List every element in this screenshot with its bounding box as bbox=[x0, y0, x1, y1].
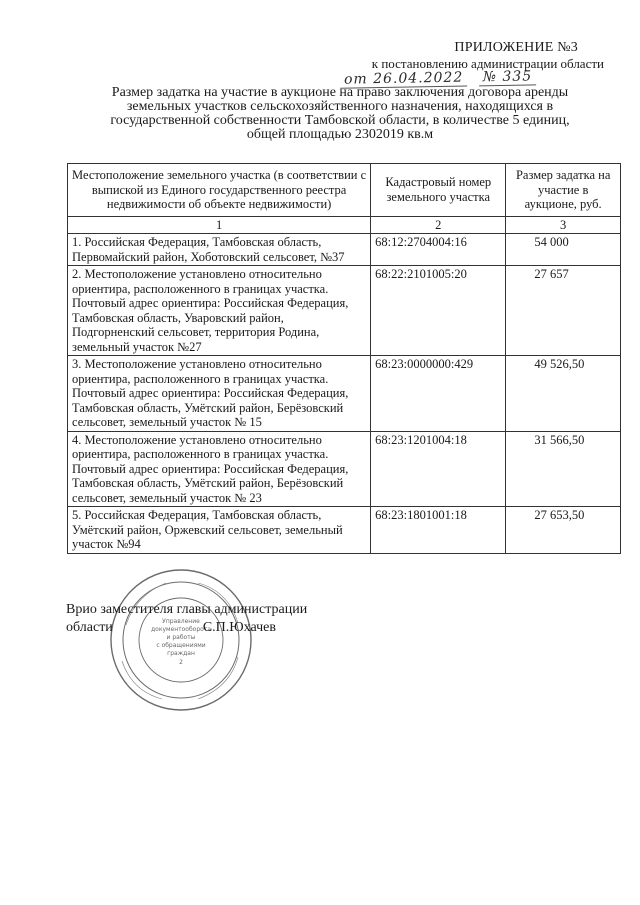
cadastral-cell: 68:23:0000000:429 bbox=[371, 356, 506, 432]
column-number: 1 bbox=[68, 216, 371, 234]
deposit-cell: 54 000 bbox=[506, 234, 621, 266]
cadastral-cell: 68:12:2704004:16 bbox=[371, 234, 506, 266]
cadastral-cell: 68:22:2101005:20 bbox=[371, 266, 506, 356]
stamp-line: документооборота bbox=[151, 626, 211, 633]
stamp-number: 2 bbox=[179, 659, 183, 666]
appendix-label: ПРИЛОЖЕНИЕ №3 bbox=[454, 40, 578, 55]
cadastral-cell: 68:23:1201004:18 bbox=[371, 431, 506, 507]
title-line: общей площадью 2302019 кв.м bbox=[246, 127, 434, 142]
table-header-row bbox=[68, 164, 621, 217]
table-row bbox=[68, 431, 621, 507]
title-line: Размер задатка на участие в аукционе на право заключения договора аренды bbox=[111, 85, 569, 100]
stamp-line: и работы bbox=[166, 634, 196, 641]
document-title bbox=[80, 86, 600, 142]
header-cadastral: Кадастровый номер земельного участка bbox=[371, 164, 506, 217]
signature-title-cont: области bbox=[66, 620, 113, 635]
deposit-cell: 31 566,50 bbox=[506, 431, 621, 507]
location-cell: 3. Местоположение установлено относительно ориентира, расположенного в границах участка. Почтовый адрес ориентира: Российская Федерация, Тамбовская область, Умётский район, Берёзовский сельсовет, земельный участок № 15 bbox=[68, 356, 371, 432]
table-row bbox=[68, 266, 621, 356]
signatory-name: С.П.Юхачев bbox=[202, 620, 276, 635]
location-cell: 1. Российская Федерация, Тамбовская область, Первомайский район, Хоботовский сельсовет, №37 bbox=[68, 234, 371, 266]
cadastral-cell: 68:23:1801001:18 bbox=[371, 507, 506, 554]
stamp-line: с обращениями bbox=[156, 642, 206, 649]
official-stamp bbox=[106, 565, 256, 715]
deposit-cell: 49 526,50 bbox=[506, 356, 621, 432]
location-cell: 2. Местоположение установлено относительно ориентира, расположенного в границах участка. Почтовый адрес ориентира: Российская Федерация, Тамбовская область, Уваровский район, Подгорненский сельсовет, территория Родина, земельный участок №27 bbox=[68, 266, 371, 356]
table-row bbox=[68, 356, 621, 432]
header-deposit: Размер задатка на участие в аукционе, руб. bbox=[506, 164, 621, 217]
table-row bbox=[68, 507, 621, 554]
stamp-line: граждан bbox=[167, 650, 195, 657]
title-line: земельных участков сельскохозяйственного назначения, находящихся в bbox=[126, 99, 554, 114]
deposit-cell: 27 657 bbox=[506, 266, 621, 356]
title-line: государственной собственности Тамбовской области, в количестве 5 единиц, bbox=[110, 113, 570, 128]
table-row bbox=[68, 234, 621, 266]
signature-title: Врио заместителя главы администрации bbox=[66, 602, 308, 617]
appendix-subtitle: к постановлению администрации области bbox=[371, 56, 604, 71]
header-location: Местоположение земельного участка (в соответствии с выпиской из Единого государственного реестра недвижимости об объекте недвижимости) bbox=[68, 164, 371, 217]
column-number-row bbox=[68, 216, 621, 234]
handwritten-date: от 26.04.2022 bbox=[340, 70, 468, 89]
stamp-line: Управление bbox=[162, 618, 200, 625]
signature-line bbox=[66, 620, 276, 636]
deposit-table bbox=[67, 163, 621, 554]
handwritten-number: № 335 bbox=[479, 68, 537, 86]
deposit-cell: 27 653,50 bbox=[506, 507, 621, 554]
location-cell: 4. Местоположение установлено относительно ориентира, расположенного в границах участка. Почтовый адрес ориентира: Российская Федерация, Тамбовская область, Умётский район, Берёзовский сельсовет, земельный участок № 23 bbox=[68, 431, 371, 507]
column-number: 3 bbox=[506, 216, 621, 234]
location-cell: 5. Российская Федерация, Тамбовская область, Умётский район, Оржевский сельсовет, земельный участок №94 bbox=[68, 507, 371, 554]
column-number: 2 bbox=[371, 216, 506, 234]
